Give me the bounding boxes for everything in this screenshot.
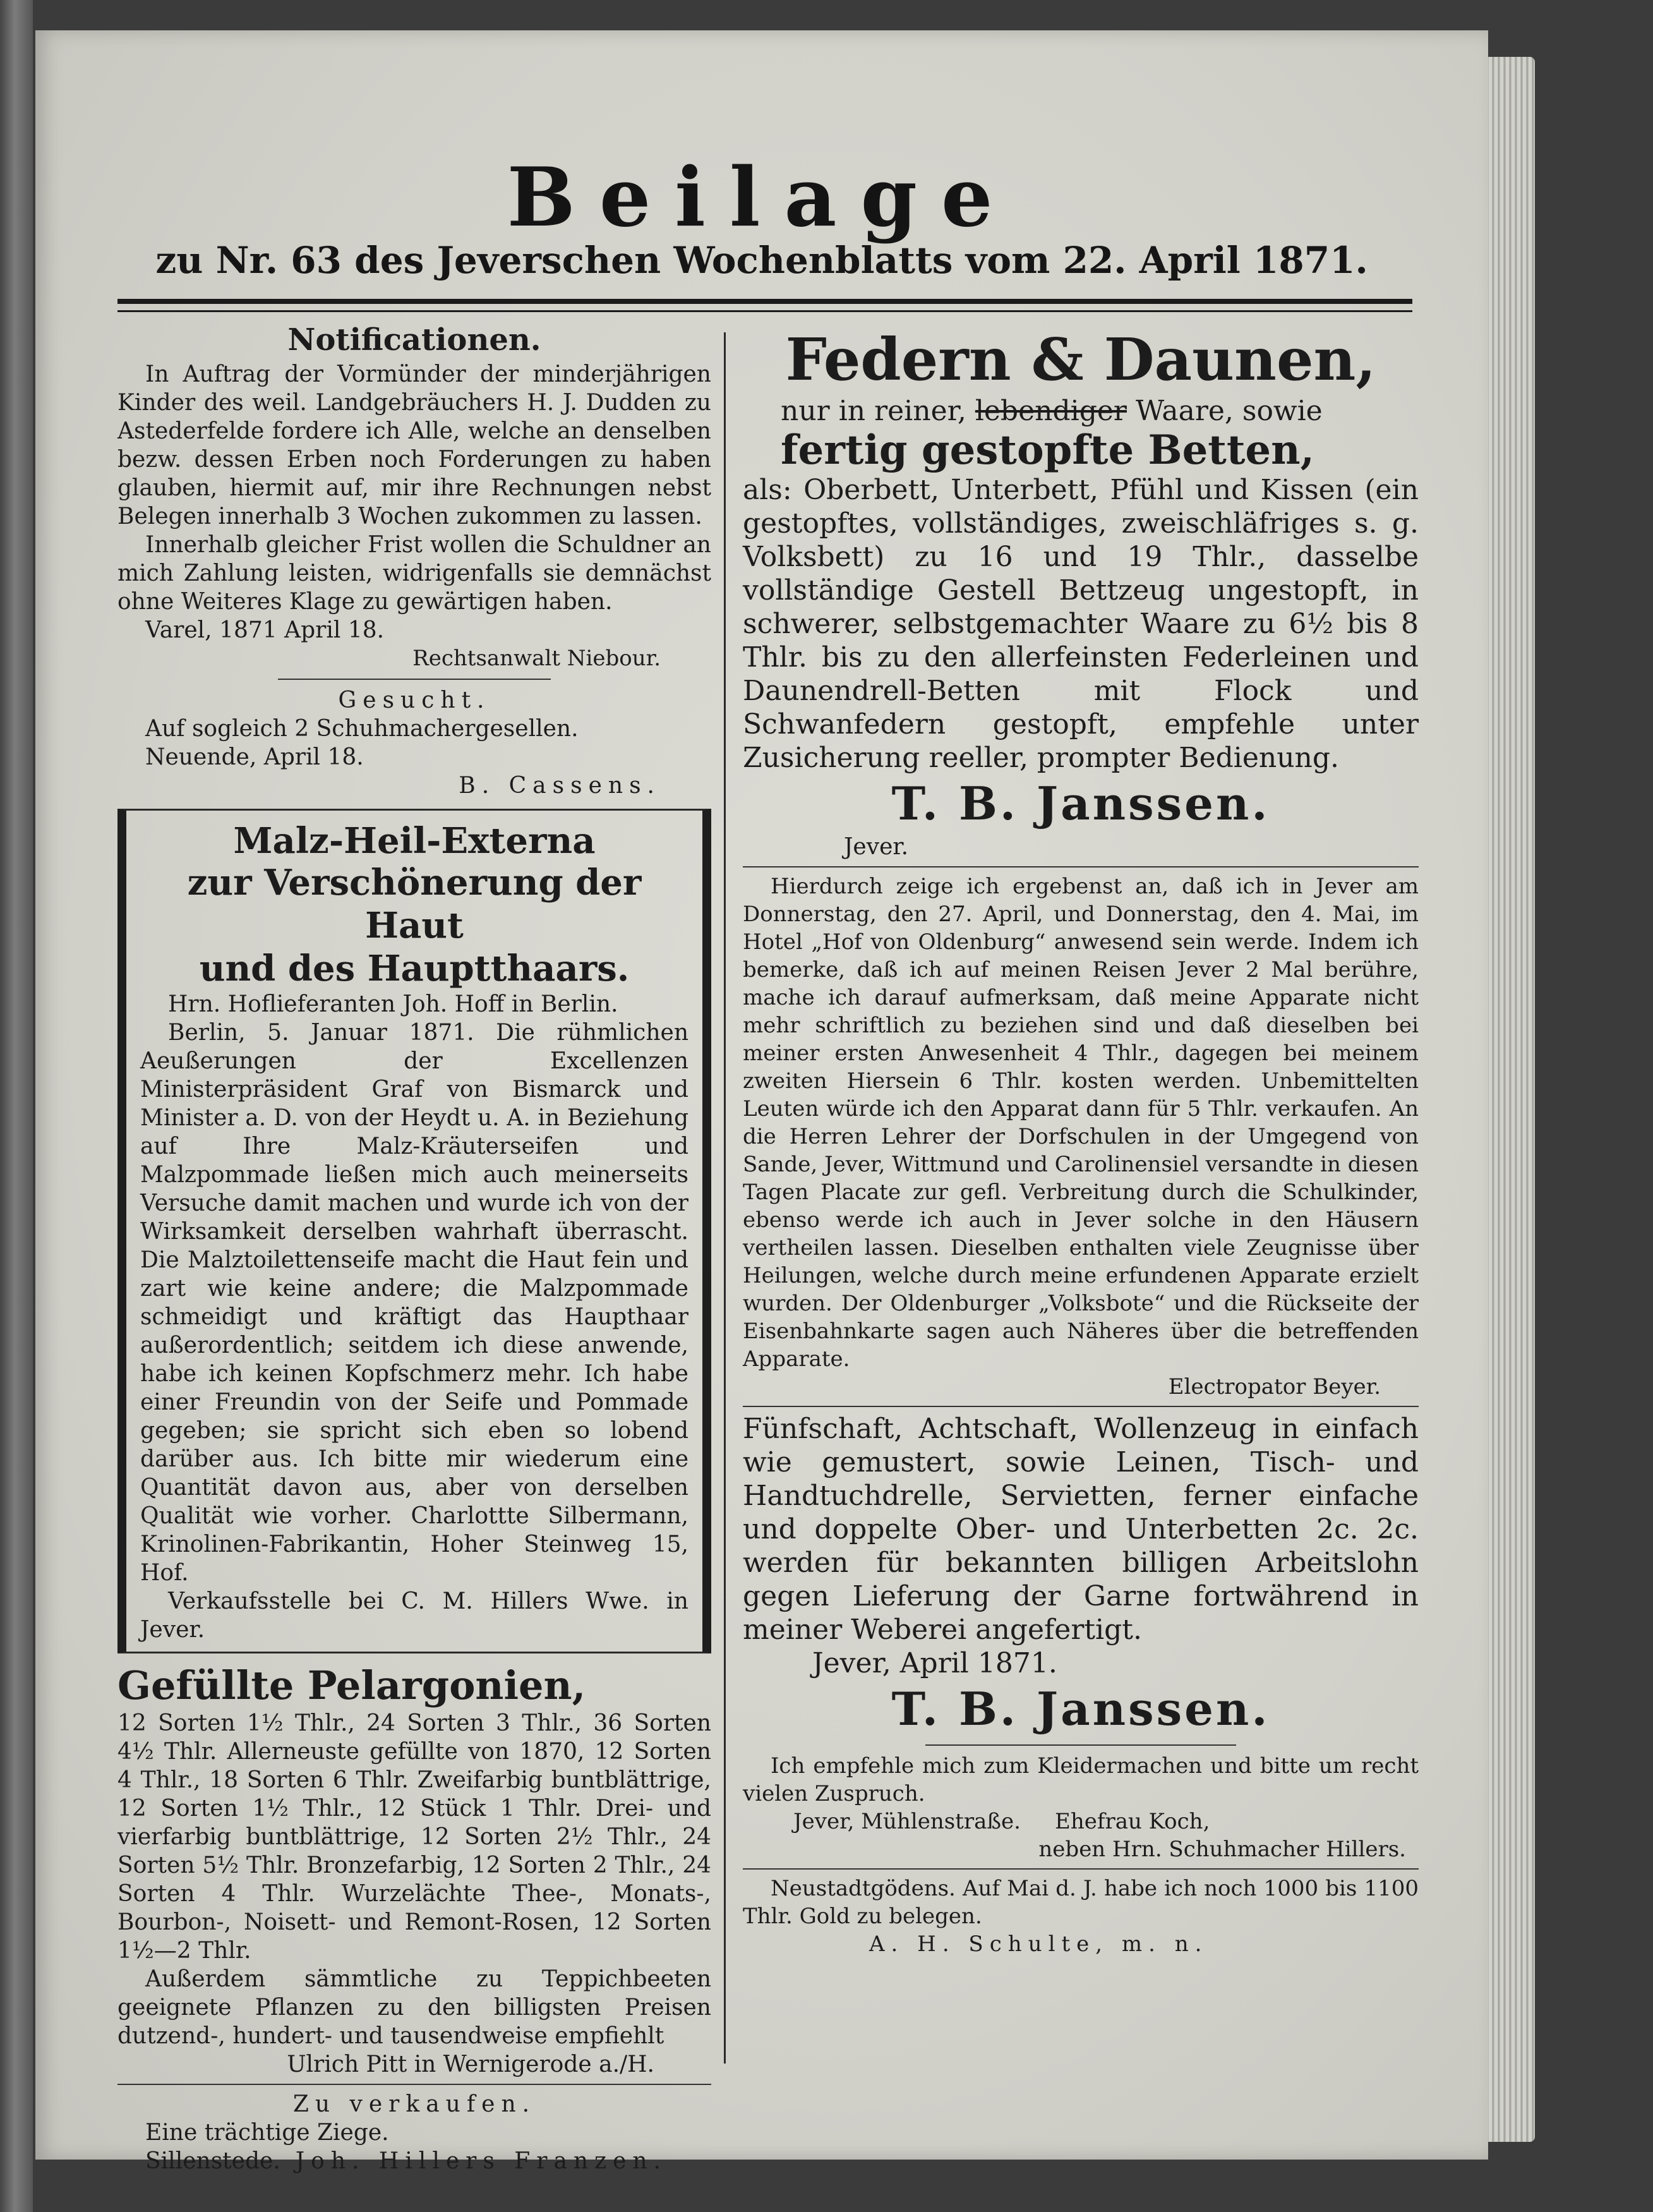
- divider: [925, 1744, 1236, 1746]
- federn-signature: T. B. Janssen.: [891, 777, 1270, 830]
- divider: [743, 1406, 1419, 1407]
- federn-body: als: Oberbett, Unterbett, Pfühl und Kissen (ein gestopftes, vollständiges, zweischläfriges s. g. Volksbett) zu 16 und 19 Thlr., dasselbe vollständige Gestell Bettzeug ungestopft, in schwerer, selbstgemachter Waare zu 6½ bis 8 Thlr. bis zu den allerfeinsten Federleinen und Daunendrell-Betten mit Flock und Schwanfedern gestopft, empfehle unter Zusicherung reeller, prompter Bedienung.: [743, 474, 1419, 774]
- schulte-body: Neustadtgödens. Auf Mai d. J. habe ich noch 1000 bis 1100 Thlr. Gold zu belegen.: [743, 1876, 1419, 1929]
- notif-heading: Notificationen.: [287, 322, 541, 358]
- koch-line-2: neben Hrn. Schuhmacher Hillers.: [1038, 1837, 1406, 1862]
- column-divider: [724, 332, 726, 2064]
- verkaufen-footer: [117, 2147, 711, 2175]
- weberei-body: Fünfschaft, Achtschaft, Wollenzeug in einfach wie gemustert, sowie Leinen, Tisch- und Handtuchdrelle, Servietten, ferner einfache und doppelte Ober- und Unterbetten 2c. 2c. werden für bekannten billigen Arbeitslohn gegen Lieferung der Garne fortwährend in meiner Weberei angefertigt.: [743, 1413, 1419, 1646]
- gesucht-heading: Gesucht.: [338, 687, 491, 713]
- gesucht-text: Auf sogleich 2 Schuhmachergesellen.: [145, 716, 579, 742]
- federn-line-1a: nur in reiner,: [781, 395, 966, 427]
- divider: [117, 2084, 711, 2085]
- verkaufen-signature: Joh. Hillers Franzen.: [295, 2148, 667, 2174]
- left-column: [117, 322, 711, 2175]
- pelargonien-body: 12 Sorten 1½ Thlr., 24 Sorten 3 Thlr., 36 Sorten 4½ Thlr. Allerneuste gefüllte von 1870, 12 Sorten 4 Thlr., 18 Sorten 6 Thlr. Zweifarbig buntblättrige, 12 Sorten 1½ Thlr., 12 Stück 1 Thlr. Drei- und vierfarbig buntblättrige, 12 Sorten 2½ Thlr., 24 Sorten 5½ Thlr. Bronzefarbig, 12 Sorten 2 Thlr., 24 Sorten 4 Thlr. Wurzelächte Thee-, Monats-, Bourbon-, Noisett- und Remont-Rosen, 12 Sorten 1½—2 Thlr.: [117, 1710, 711, 1964]
- beyer-body: Hierdurch zeige ich ergebenst an, daß ich in Jever am Donnerstag, den 27. April, und Donnerstag, den 4. Mai, im Hotel „Hof von Oldenburg“ anwesend sein werde. Indem ich bemerke, daß ich auf meinen Reisen Jever 2 Mal berühre, mache ich darauf aufmerksam, daß meine Apparate nicht mehr schriftlich zu beziehen sind und daß dieselben bei meiner ersten Anwesenheit 4 Thlr., dagegen bei meinem zweiten Hiersein 6 Thlr. kosten werden. Unbemittelten Leuten würde ich den Apparat dann für 5 Thlr. verkaufen. An die Herren Lehrer der Dorfschulen in der Umgegend von Sande, Jever, Wittmund und Carolinensiel versandte in diesen Tagen Placate zur gefl. Verbreitung durch die Schulkinder, ebenso werde ich auch in Jever solche in den Häusern vertheilen lassen. Dieselben enthalten viele Zeugnisse über Heilungen, welche durch meine erfundenen Apparate erzielt wurden. Der Oldenburger „Volksbote“ und die Rückseite der Eisenbahnkarte sagen auch Näheres über die betreffenden Apparate.: [743, 874, 1419, 1372]
- federn-line-1c: Waare, sowie: [1135, 395, 1323, 427]
- newspaper-page: [35, 30, 1488, 2174]
- federn-subheading: fertig gestopfte Betten,: [781, 426, 1314, 474]
- gesucht-place: Neuende, April 18.: [145, 744, 364, 770]
- pelargonien-body-2: Außerdem sämmtliche zu Teppichbeeten geeignete Pflanzen zu den billigsten Preisen dutzend-, hundert- und tausendweise empfiehlt: [117, 1966, 711, 2049]
- malz-addressee: Hrn. Hoflieferanten Joh. Hoff in Berlin.: [168, 991, 618, 1017]
- header-rule: [117, 299, 1412, 312]
- pelargonien-signature: Ulrich Pitt in Wernigerode a./H.: [287, 2052, 654, 2077]
- koch-line-1: Jever, Mühlenstraße. Ehefrau Koch,: [793, 1809, 1210, 1834]
- malz-subheading-2: und des Hauptthaars.: [199, 948, 630, 989]
- divider: [743, 866, 1419, 867]
- verkaufen-text: Eine trächtige Ziege.: [145, 2120, 389, 2146]
- malz-sales-point: Verkaufsstelle bei C. M. Hillers Wwe. in Jever.: [140, 1588, 688, 1643]
- notif-paragraph-1: In Auftrag der Vormünder der minderjährigen Kinder des weil. Landgebräuchers H. J. Dudden zu Astederfelde fordere ich Alle, welche an denselben bezw. dessen Erben noch Forderungen zu haben glauben, hiermit auf, mir ihre Rechnungen nebst Belegen innerhalb 3 Wochen zukommen zu lassen.: [117, 361, 711, 529]
- federn-heading: Federn & Daunen,: [785, 325, 1376, 394]
- weberei-place: Jever, April 1871.: [812, 1647, 1057, 1679]
- koch-body: Ich empfehle mich zum Kleidermachen und bitte um recht vielen Zuspruch.: [743, 1753, 1419, 1806]
- schulte-signature: A. H. Schulte, m. n.: [869, 1931, 1208, 1957]
- malz-heading: Malz-Heil-Externa: [233, 820, 596, 862]
- verkaufen-heading: Zu verkaufen.: [292, 2091, 536, 2117]
- right-column: [743, 322, 1419, 1958]
- verkaufen-place: Sillenstede.: [145, 2148, 280, 2174]
- divider: [278, 679, 551, 680]
- divider: [743, 1868, 1419, 1870]
- federn-line-1b: lebendiger: [975, 395, 1127, 427]
- pelargonien-heading: Gefüllte Pelargonien,: [117, 1662, 586, 1708]
- notif-signature: Rechtsanwalt Niebour.: [412, 646, 661, 671]
- weberei-signature: T. B. Janssen.: [891, 1682, 1270, 1736]
- book-binding-left: [0, 0, 33, 2212]
- federn-place: Jever.: [844, 834, 909, 860]
- malz-subheading-1: zur Verschönerung der Haut: [187, 862, 642, 946]
- notif-paragraph-2: Innerhalb gleicher Frist wollen die Schuldner an mich Zahlung leisten, widrigenfalls sie demnächst ohne Weiteres Klage zu gewärtigen haben.: [117, 532, 711, 615]
- page-title: Beilage: [507, 150, 1017, 245]
- beyer-signature: Electropator Beyer.: [1168, 1374, 1381, 1399]
- notif-place-date: Varel, 1871 April 18.: [145, 617, 385, 643]
- federn-line-1: [743, 394, 1419, 428]
- malz-advert-box: [117, 809, 711, 1653]
- gesucht-signature: B. Cassens.: [459, 773, 661, 799]
- page-subtitle: zu Nr. 63 des Jeverschen Wochenblatts vom 22. April 1871.: [155, 239, 1368, 282]
- malz-body: Berlin, 5. Januar 1871. Die rühmlichen Aeußerungen der Excellenzen Ministerpräsident Graf von Bismarck und Minister a. D. von der Heydt u. A. in Beziehung auf Ihre Malz-Kräuterseifen und Malzpommade ließen mich auch meinerseits Versuche damit machen und wurde ich von der Wirksamkeit derselben wahrhaft überrascht. Die Malztoilettenseife macht die Haut fein und zart wie keine andere; die Malzpommade schmeidigt und kräftigt das Haupthaar außerordentlich; seitdem ich diese anwende, habe ich keinen Kopfschmerz mehr. Ich habe einer Freundin von der Seife und Pommade gegeben; sie spricht sich eben so lobend darüber aus. Ich bitte mir wiederum eine Quantität davon aus, aber von derselben Qualität wie vorher. Charlottte Silbermann, Krinolinen-Fabrikantin, Hoher Steinweg 15, Hof.: [140, 1020, 688, 1586]
